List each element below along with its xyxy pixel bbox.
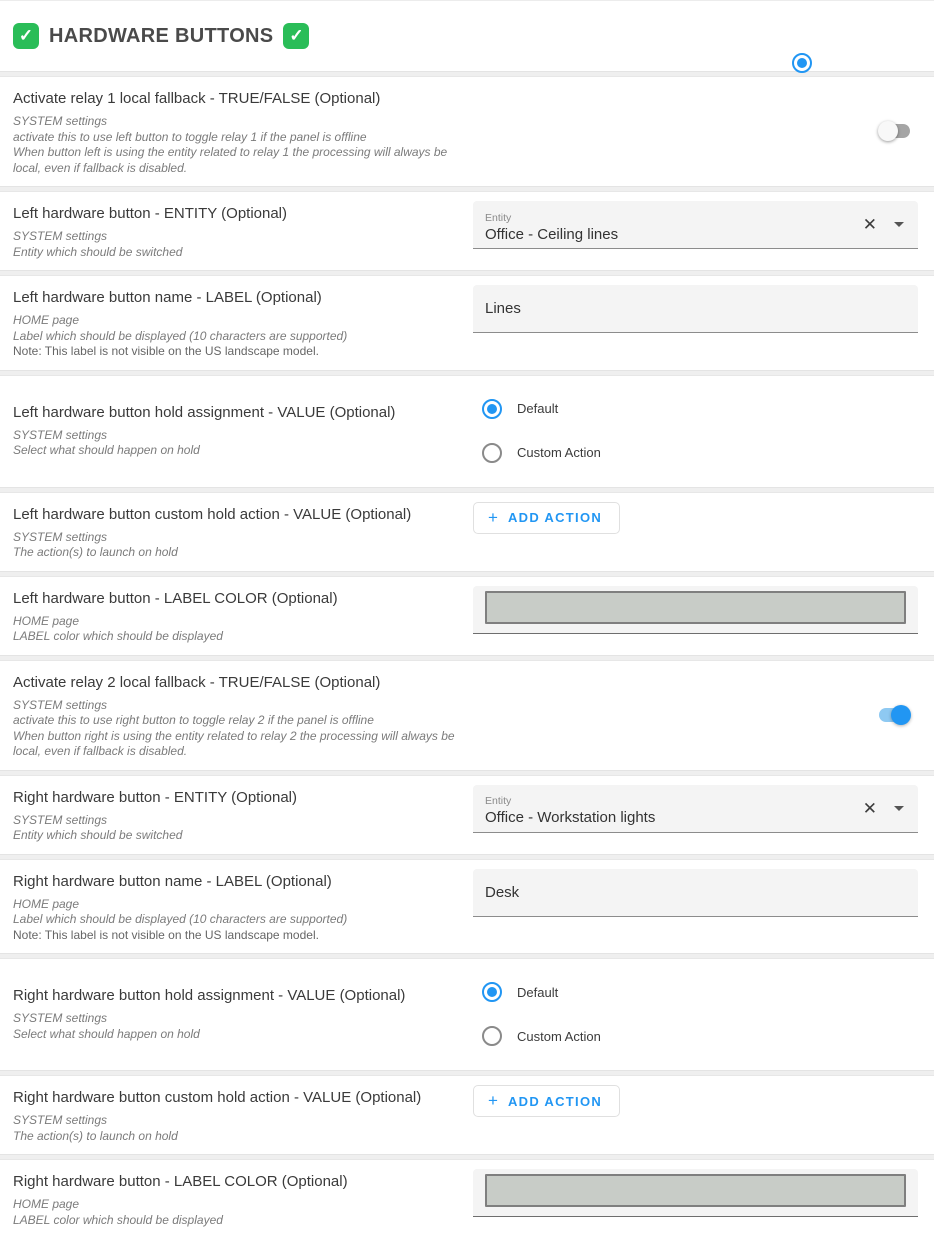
setting-title: Left hardware button - LABEL COLOR (Optional) [13,589,338,607]
right-hold-custom-radio[interactable] [482,1026,918,1046]
setting-context: SYSTEM settings [13,1011,108,1025]
page-title: HARDWARE BUTTONS [49,24,274,47]
select-floating-label: Entity [485,211,512,224]
setting-description: When button right is using the entity related to relay 2 the processing will always be local, even if fallback is disabled. [13,728,455,758]
section-header [0,1,934,71]
settings-row-relay2-fallback [0,661,934,770]
setting-context: SYSTEM settings [13,812,108,827]
setting-description: LABEL color which should be displayed [13,629,223,643]
setting-title: Right hardware button custom hold action - VALUE (Optional) [13,1089,422,1106]
setting-title: Right hardware button hold assignment - VALUE (Optional) [13,987,406,1004]
chevron-down-icon[interactable] [894,222,904,227]
relay2-fallback-toggle[interactable] [878,705,911,725]
setting-title: Right hardware button - ENTITY (Optional) [13,788,298,806]
settings-row-right-hold-assignment [0,959,934,1070]
left-name-input[interactable] [473,285,918,333]
radio-label: Custom Action [517,1028,601,1044]
settings-row-left-custom-hold-action [0,493,934,571]
setting-title: Left hardware button hold assignment - VALUE (Optional) [13,403,396,421]
setting-context: SYSTEM settings [13,114,108,128]
setting-context: SYSTEM settings [13,529,108,544]
right-entity-select[interactable] [473,785,918,833]
setting-title: Activate relay 1 local fallback - TRUE/FALSE (Optional) [13,90,381,107]
left-label-color-picker[interactable] [473,586,918,634]
settings-row-relay1-fallback [0,77,934,186]
right-add-action-button[interactable] [473,1085,620,1117]
setting-description: Label which should be displayed (10 characters are supported) [13,912,348,926]
settings-row-right-label-color [0,1160,934,1238]
section-enabled-radio[interactable] [792,53,812,73]
check-icon: ✓ [283,23,309,49]
settings-row-left-entity [0,192,934,270]
settings-row-right-custom-hold-action [0,1076,934,1154]
setting-description: Select what should happen on hold [13,443,200,457]
setting-description: Entity which should be switched [13,244,183,259]
setting-note: Note: This label is not visible on the US landscape model. [13,927,319,942]
setting-context: SYSTEM settings [13,1113,108,1127]
radio-label: Default [517,984,559,1000]
setting-description: activate this to use left button to toggle relay 1 if the panel is offline [13,129,367,144]
setting-context: SYSTEM settings [13,697,108,712]
radio-icon[interactable] [482,982,502,1002]
clear-icon[interactable]: ✕ [862,215,877,234]
radio-icon[interactable] [482,399,502,419]
right-label-color-picker[interactable] [473,1169,918,1217]
settings-row-left-hold-assignment [0,376,934,487]
setting-title: Left hardware button custom hold action - VALUE (Optional) [13,505,412,523]
setting-title: Activate relay 2 local fallback - TRUE/FALSE (Optional) [13,673,381,691]
setting-description: Select what should happen on hold [13,1026,200,1041]
select-value: Office - Ceiling lines [485,225,619,243]
setting-title: Right hardware button name - LABEL (Optional) [13,872,332,890]
setting-description: The action(s) to launch on hold [13,545,178,559]
setting-title: Left hardware button - ENTITY (Optional) [13,205,288,222]
left-add-action-button[interactable] [473,502,620,534]
relay1-fallback-toggle[interactable] [878,121,911,141]
setting-context: SYSTEM settings [13,229,108,243]
setting-description: When button left is using the entity related to relay 1 the processing will always be local, even if fallback is disabled. [13,145,448,175]
setting-context: HOME page [13,1197,80,1211]
setting-title: Right hardware button - LABEL COLOR (Optional) [13,1173,348,1190]
settings-row-right-name [0,860,934,954]
plus-icon: + [488,1091,498,1110]
setting-context: HOME page [13,313,80,327]
setting-context: HOME page [13,613,80,628]
setting-description: The action(s) to launch on hold [13,1128,178,1143]
select-floating-label: Entity [485,795,512,807]
setting-title: Left hardware button name - LABEL (Optional) [13,289,322,306]
toggle-knob[interactable] [891,705,911,725]
left-entity-select[interactable] [473,201,918,249]
radio-label: Custom Action [517,445,601,460]
color-swatch[interactable] [485,1174,906,1207]
add-action-label: ADD ACTION [507,1093,603,1109]
setting-context: HOME page [13,896,80,911]
right-hold-default-radio[interactable] [482,982,918,1002]
add-action-label: ADD ACTION [507,510,603,525]
clear-icon[interactable]: ✕ [862,798,877,818]
setting-note: Note: This label is not visible on the US landscape model. [13,344,319,358]
setting-context: SYSTEM settings [13,427,108,442]
right-name-input[interactable] [473,869,918,917]
check-icon: ✓ [13,23,39,49]
settings-row-right-entity [0,776,934,854]
toggle-knob[interactable] [878,121,898,141]
chevron-down-icon[interactable] [894,806,904,811]
color-swatch[interactable] [485,591,906,624]
settings-row-left-label-color [0,577,934,655]
setting-description: Entity which should be switched [13,828,183,842]
radio-icon[interactable] [482,1026,502,1046]
plus-icon: + [488,507,498,527]
select-value: Office - Workstation lights [485,809,656,826]
setting-description: activate this to use right button to toggle relay 2 if the panel is offline [13,713,374,727]
radio-label: Default [517,401,559,416]
setting-description: Label which should be displayed (10 characters are supported) [13,328,348,343]
radio-icon[interactable] [482,443,502,463]
setting-description: LABEL color which should be displayed [13,1212,223,1227]
left-hold-default-radio[interactable] [482,399,918,419]
settings-row-left-name [0,276,934,370]
left-hold-custom-radio[interactable] [482,443,918,463]
